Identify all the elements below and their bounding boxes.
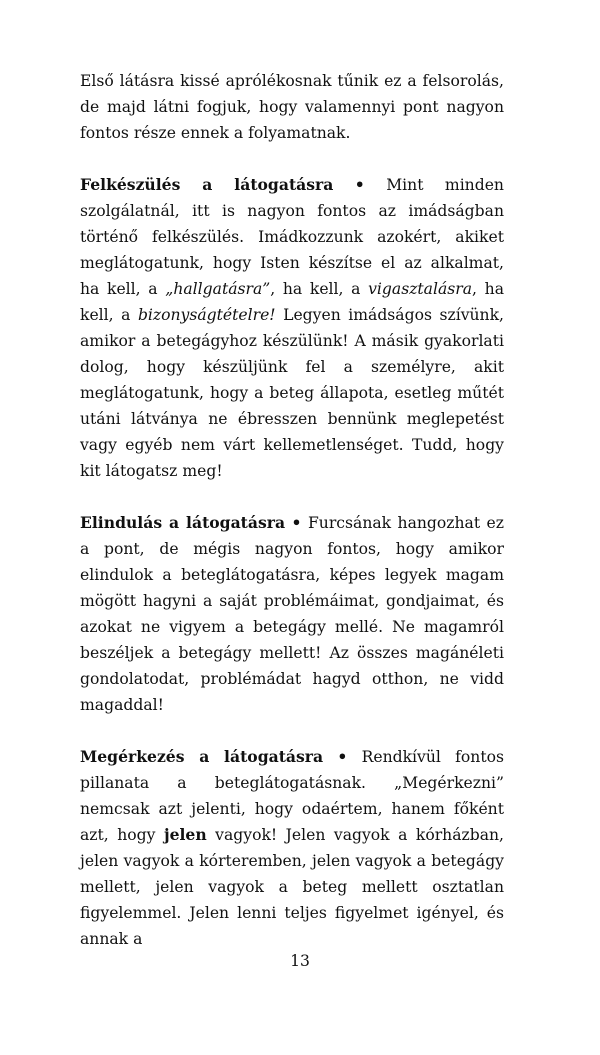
emphasis-text: bizonyságtételre!	[137, 306, 276, 324]
section-megerkezes	[80, 744, 504, 952]
bold-emphasis: jelen	[163, 825, 207, 844]
section-text: Legyen imádságos szívünk, amikor a betegágyhoz készülünk! A másik gyakorlati dolog, hogy készüljünk fel a személyre, akit meglátogatunk, hogy a beteg állapota, esetleg műtét utáni látványa ne ébresszen bennünk meglepetést vagy egyéb nem várt kellemetlenséget. Tudd, hogy kit látogatsz meg!	[80, 306, 504, 480]
bullet-separator: •	[354, 175, 365, 194]
section-text: , ha kell, a	[270, 280, 369, 298]
page-body	[80, 68, 504, 978]
section-elindulas	[80, 510, 504, 718]
section-text: Furcsának hangozhat ez a pont, de mégis nagyon fontos, hogy amikor elindulok a beteglátogatásra, képes legyek magam mögött hagyni a saját problémáimat, gondjaimat, és azokat ne vigyem a betegágy mellé. Ne magamról beszéljek a betegágy mellett! Az összes magánéleti gondolatodat, problémádat hagyd otthon, ne vidd magaddal!	[80, 514, 505, 714]
emphasis-text: „hallgatásra”	[165, 280, 271, 298]
section-felkeszules	[80, 172, 504, 484]
emphasis-text: vigasztalásra	[368, 280, 473, 298]
section-heading: Felkészülés a látogatásra	[80, 175, 334, 194]
bullet-separator: •	[291, 513, 302, 532]
section-text: , ha kell, a	[80, 280, 504, 324]
section-text: vagyok! Jelen vagyok a kórházban, jelen vagyok a kórteremben, jelen vagyok a betegágy mellett, jelen vagyok a beteg mellett osztatlan figyelemmel. Jelen lenni teljes figyelmet igényel, és annak a	[80, 826, 505, 948]
bullet-separator: •	[337, 747, 348, 766]
intro-paragraph: Első látásra kissé aprólékosnak tűnik ez a felsorolás, de majd látni fogjuk, hogy valamennyi pont nagyon fontos része ennek a folyamatnak.	[80, 72, 504, 142]
page-number: 13	[290, 952, 310, 970]
section-heading: Elindulás a látogatásra	[80, 513, 286, 532]
section-heading: Megérkezés a látogatásra	[80, 747, 324, 766]
section-text: Mint minden szolgálatnál, itt is nagyon fontos az imádságban történő felkészülés. Imádkozzunk azokért, akiket meglátogatunk, hogy Isten készítse el az alkalmat, ha kell, a	[80, 176, 504, 298]
section-text: Rendkívül fontos pillanata a beteglátogatásnak. „Megérkezni” nemcsak azt jelenti, hogy odaértem, hanem főként azt, hogy	[80, 748, 504, 844]
